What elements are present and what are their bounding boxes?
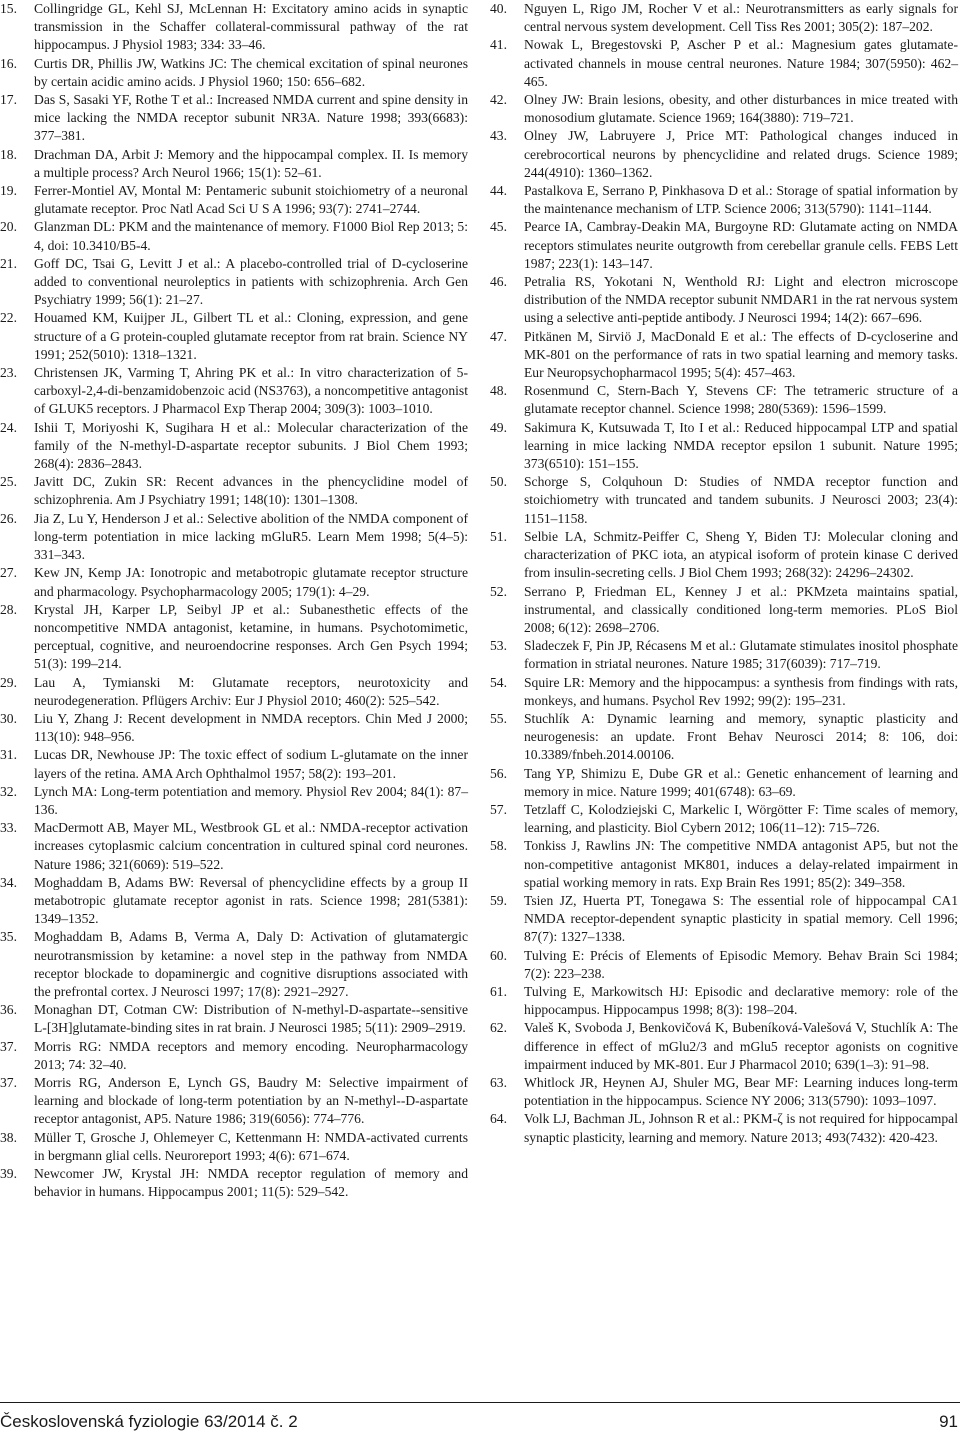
reference-text: Tang YP, Shimizu E, Dube GR et al.: Genetic enhancement of learning and memory in mice. Nature 1999; 401(6748): 63–69. (524, 765, 958, 799)
reference-item (490, 218, 958, 273)
reference-text: Selbie LA, Schmitz-Peiffer C, Sheng Y, Biden TJ: Molecular cloning and characterization of PKC iota, an atypical isoform of protein kinase C derived from insulin-secreting cells. J Biol Chem 1993; 268(32): 24296–24302. (524, 528, 958, 581)
reference-item (0, 364, 468, 419)
reference-item (0, 601, 468, 674)
reference-item (0, 1129, 468, 1165)
reference-item (0, 1074, 468, 1129)
reference-number: 44. (490, 183, 507, 199)
reference-number: 45. (490, 219, 507, 235)
reference-number: 20. (0, 219, 17, 235)
reference-text: Olney JW: Brain lesions, obesity, and other disturbances in mice treated with monosodium glutamate. Science 1969; 164(3880): 719–721. (524, 92, 958, 126)
reference-item (490, 1110, 958, 1146)
reference-text: Lucas DR, Newhouse JP: The toxic effect of sodium L-glutamate on the inner layers of the retina. AMA Arch Ophthalmol 1957; 58(2): 193–201. (34, 747, 468, 781)
reference-number: 26. (0, 510, 17, 526)
reference-text: Rosenmund C, Stern-Bach Y, Stevens CF: The tetrameric structure of a glutamate receptor channel. Science 1998; 280(5369): 1596–1599. (524, 383, 958, 417)
reference-number: 37. (0, 1074, 17, 1090)
reference-number: 16. (0, 55, 17, 71)
reference-number: 52. (490, 583, 507, 599)
reference-text: MacDermott AB, Mayer ML, Westbrook GL et al.: NMDA-receptor activation increases cytoplasmic calcium concentration in cultured spinal cord neurones. Nature 1986; 321(6069): 519–522. (34, 820, 468, 872)
reference-number: 53. (490, 638, 507, 654)
reference-number: 29. (0, 674, 17, 690)
reference-number: 41. (490, 37, 507, 53)
reference-item (490, 91, 958, 127)
reference-number: 42. (490, 92, 507, 108)
reference-text: Christensen JK, Varming T, Ahring PK et al.: In vitro characterization of 5-carboxyl-2,4-di-benzamidobenzoic acid (NS3763), a noncompetitive antagonist of GLUK5 receptors. J Pharmacol Exp Therap 2004; 309(3): 1003–1010. (34, 365, 468, 417)
reference-item (0, 55, 468, 91)
reference-number: 18. (0, 146, 17, 162)
reference-text: Müller T, Grosche J, Ohlemeyer C, Kettenmann H: NMDA-activated currents in bergmann glial cells. Neuroreport 1993; 4(6): 671–674. (34, 1129, 468, 1163)
reference-text: Tulving E: Précis of Elements of Episodic Memory. Behav Brain Sci 1984; 7(2): 223–238. (524, 947, 958, 981)
reference-number: 55. (490, 710, 507, 726)
reference-item (490, 801, 958, 837)
reference-item (490, 674, 958, 710)
reference-text: Houamed KM, Kuijper JL, Gilbert TL et al.: Cloning, expression, and gene structure of a G protein-coupled glutamate receptor from rat brain. Science NY 1991; 252(5010): 1318–1321. (34, 310, 468, 362)
reference-item (490, 0, 958, 36)
reference-item (0, 928, 468, 1001)
reference-text: Moghaddam B, Adams BW: Reversal of phencyclidine effects by a group II metabotropic glutamate receptor agonist in rats. Science 1998; 281(5381): 1349–1352. (34, 874, 468, 927)
reference-item (0, 473, 468, 509)
journal-citation: Československá fyziologie 63/2014 č. 2 (0, 1412, 298, 1431)
reference-number: 19. (0, 183, 17, 199)
reference-item (490, 127, 958, 182)
reference-item (490, 273, 958, 328)
reference-item (0, 674, 468, 710)
reference-text: Moghaddam B, Adams B, Verma A, Daly D: Activation of glutamatergic neurotransmission by ketamine: a novel step in the pathway from NMDA receptor blockade to dopaminergic and cognitive disruptions associated with the prefrontal cortex. J Neurosci 1997; 17(8): 2921–2927. (34, 929, 468, 999)
reference-text: Glanzman DL: PKM and the maintenance of memory. F1000 Biol Rep 2013; 5: 4, doi: 10.3410/B5-4. (34, 219, 468, 253)
reference-text: Nguyen L, Rigo JM, Rocher V et al.: Neurotransmitters as early signals for central nervous system development. Cell Tiss Res 2001; 305(2): 187–202. (524, 1, 958, 35)
reference-number: 64. (490, 1111, 507, 1127)
reference-number: 17. (0, 92, 17, 108)
reference-item (490, 1019, 958, 1074)
reference-item (0, 710, 468, 746)
reference-number: 48. (490, 383, 507, 399)
reference-text: Morris RG, Anderson E, Lynch GS, Baudry M: Selective impairment of learning and blockade of long-term potentiation by an N-methyl--D-aspartate receptor antagonist, AP5. Nature 1986; 319(6056): 774–776. (34, 1074, 468, 1127)
reference-text: Das S, Sasaki YF, Rothe T et al.: Increased NMDA current and spine density in mice lacking the NMDA receptor subunit NR3A. Nature 1998; 393(6683): 377–381. (34, 92, 468, 144)
reference-text: Collingridge GL, Kehl SJ, McLennan H: Excitatory amino acids in synaptic transmission in the Schaffer collateral-commissural pathway of the rat hippocampus. J Physiol 1983; 334: 33–46. (34, 1, 468, 53)
reference-text: Sakimura K, Kutsuwada T, Ito I et al.: Reduced hippocampal LTP and spatial learning in mice lacking NMDA receptor epsilon 1 subunit. Nature 1995; 373(6510): 151–155. (524, 419, 958, 472)
reference-item (490, 182, 958, 218)
reference-text: Pearce IA, Cambray-Deakin MA, Burgoyne RD: Glutamate acting on NMDA receptors stimulates neurite outgrowth from cerebellar granule cells. FEBS Lett 1987; 223(1): 143–147. (524, 219, 958, 271)
reference-item (0, 1038, 468, 1074)
reference-item (0, 564, 468, 600)
reference-text: Lau A, Tymianski M: Glutamate receptors, neurotoxicity and neurodegeneration. Pflügers Archiv: Eur J Physiol 2010; 460(2): 525–542. (34, 674, 468, 708)
reference-number: 34. (0, 874, 17, 890)
reference-item (0, 255, 468, 310)
reference-number: 62. (490, 1020, 507, 1036)
reference-item (0, 218, 468, 254)
reference-text: Sladeczek F, Pin JP, Récasens M et al.: Glutamate stimulates inositol phosphate formation in striatal neurones. Nature 1985; 317(6039): 717–719. (524, 638, 958, 672)
reference-number: 63. (490, 1074, 507, 1090)
reference-item (490, 1074, 958, 1110)
reference-number: 23. (0, 365, 17, 381)
reference-number: 27. (0, 565, 17, 581)
reference-text: Tsien JZ, Huerta PT, Tonegawa S: The essential role of hippocampal CA1 NMDA receptor-dependent synaptic plasticity in spatial memory. Cell 1996; 87(7): 1327–1338. (524, 892, 958, 945)
reference-text: Kew JN, Kemp JA: Ionotropic and metabotropic glutamate receptor structure and pharmacology. Psychopharmacology 2005; 179(1): 4–29. (34, 565, 468, 599)
reference-number: 22. (0, 310, 17, 326)
reference-text: Pitkänen M, Sirviö J, MacDonald E et al.: The effects of D-cycloserine and MK-801 on the performance of rats in two spatial learning and memory tasks. Eur Neuropsychopharmacol 1995; 5(4): 457–463. (524, 328, 958, 381)
reference-text: Newcomer JW, Krystal JH: NMDA receptor regulation of memory and behavior in humans. Hippocampus 2001; 11(5): 529–542. (34, 1166, 468, 1200)
reference-number: 28. (0, 601, 17, 617)
reference-item (0, 309, 468, 364)
reference-item (490, 637, 958, 673)
reference-number: 32. (0, 783, 17, 799)
reference-text: Morris RG: NMDA receptors and memory encoding. Neuropharmacology 2013; 74: 32–40. (34, 1038, 468, 1072)
reference-number: 51. (490, 528, 507, 544)
reference-item (490, 710, 958, 765)
reference-number: 50. (490, 474, 507, 490)
reference-item (0, 783, 468, 819)
reference-text: Tonkiss J, Rawlins JN: The competitive NMDA antagonist AP5, but not the non-competitive antagonist MK801, induces a delay-related impairment in spatial working memory in rats. Exp Brain Res 1991; 85(2): 349–358. (524, 838, 958, 890)
reference-item (490, 583, 958, 638)
reference-text: Goff DC, Tsai G, Levitt J et al.: A placebo-controlled trial of D-cycloserine added to conventional neuroleptics in patients with schizophrenia. Arch Gen Psychiatry 1999; 56(1): 21–27. (34, 255, 468, 308)
reference-item (0, 182, 468, 218)
reference-item (490, 473, 958, 528)
reference-text: Tulving E, Markowitsch HJ: Episodic and declarative memory: role of the hippocampus. Hippocampus 1998; 8(3): 198–204. (524, 983, 958, 1018)
reference-text: Nowak L, Bregestovski P, Ascher P et al.: Magnesium gates glutamate-activated channels in mouse central neurones. Nature 1984; 307(5950): 462–465. (524, 37, 958, 89)
reference-number: 57. (490, 801, 507, 817)
reference-number: 35. (0, 929, 17, 945)
reference-number: 49. (490, 419, 507, 435)
reference-number: 60. (490, 947, 507, 963)
reference-item (490, 983, 958, 1019)
reference-number: 40. (490, 1, 507, 16)
reference-text: Liu Y, Zhang J: Recent development in NMDA receptors. Chin Med J 2000; 113(10): 948–956. (34, 710, 468, 745)
reference-number: 43. (490, 128, 507, 144)
reference-text: Whitlock JR, Heynen AJ, Shuler MG, Bear MF: Learning induces long-term potentiation in the hippocampus. Science NY 2006; 313(5790): 1093–1097. (524, 1074, 958, 1109)
reference-item (0, 0, 468, 55)
reference-text: Ferrer-Montiel AV, Montal M: Pentameric subunit stoichiometry of a neuronal glutamate receptor. Proc Natl Acad Sci U S A 1996; 93(7): 2741–2744. (34, 183, 468, 217)
reference-column-left (0, 0, 468, 1201)
reference-item (490, 947, 958, 983)
reference-item (490, 892, 958, 947)
footer-divider (0, 1402, 960, 1403)
reference-item (0, 419, 468, 474)
reference-text: Javitt DC, Zukin SR: Recent advances in the phencyclidine model of schizophrenia. Am J Psychiatry 1991; 148(10): 1301–1308. (34, 474, 468, 508)
reference-number: 24. (0, 419, 17, 435)
reference-item (490, 36, 958, 91)
reference-text: Jia Z, Lu Y, Henderson J et al.: Selective abolition of the NMDA component of long-term potentiation in mice lacking mGluR5. Learn Mem 1998; 5(4–5): 331–343. (34, 510, 468, 563)
reference-number: 21. (0, 255, 17, 271)
reference-number: 30. (0, 710, 17, 726)
reference-item (490, 328, 958, 383)
reference-item (490, 528, 958, 583)
reference-text: Stuchlík A: Dynamic learning and memory, synaptic plasticity and neurogenesis: an update. Front Behav Neurosci 2014; 8: 106, doi: 10.3389/fnbeh.2014.00106. (524, 710, 958, 763)
reference-text: Krystal JH, Karper LP, Seibyl JP et al.: Subanesthetic effects of the noncompetitive NMDA antagonist, ketamine, in humans. Psychotomimetic, perceptual, cognitive, and neuroendocrine responses. Arch Gen Psych 1994; 51(3): 199–214. (34, 601, 468, 672)
reference-item (490, 419, 958, 474)
reference-text: Lynch MA: Long-term potentiation and memory. Physiol Rev 2004; 84(1): 87–136. (34, 783, 468, 817)
reference-number: 58. (490, 838, 507, 854)
reference-text: Drachman DA, Arbit J: Memory and the hippocampal complex. II. Is memory a multiple process? Arch Neurol 1966; 15(1): 52–61. (34, 146, 468, 180)
reference-item (0, 510, 468, 565)
reference-number: 47. (490, 328, 507, 344)
reference-item (0, 1165, 468, 1201)
reference-number: 54. (490, 674, 507, 690)
reference-text: Pastalkova E, Serrano P, Pinkhasova D et al.: Storage of spatial information by the maintenance mechanism of LTP. Science 2006; 313(5790): 1141–1144. (524, 183, 958, 217)
reference-number: 46. (490, 274, 507, 290)
reference-number: 39. (0, 1166, 17, 1181)
reference-item (490, 382, 958, 418)
reference-number: 38. (0, 1129, 17, 1145)
reference-text: Curtis DR, Phillis JW, Watkins JC: The chemical excitation of spinal neurones by certain acidic amino acids. J Physiol 1960; 150: 656–682. (34, 55, 468, 89)
reference-column-right (490, 0, 958, 1147)
reference-text: Volk LJ, Bachman JL, Johnson R et al.: PKM-ζ is not required for hippocampal synaptic plasticity, learning and memory. Nature 2013; 493(7432): 420-423. (524, 1111, 958, 1145)
reference-item (490, 765, 958, 801)
reference-number: 37. (0, 1038, 17, 1054)
page-number: 91 (939, 1412, 958, 1431)
reference-text: Ishii T, Moriyoshi K, Sugihara H et al.: Molecular characterization of the family of the N-methyl-D-aspartate receptor subunits. J Biol Chem 1993; 268(4): 2836–2843. (34, 419, 468, 472)
reference-item (0, 874, 468, 929)
reference-text: Monaghan DT, Cotman CW: Distribution of N-methyl-D-aspartate--sensitive L-[3H]glutamate-binding sites in rat brain. J Neurosci 1985; 5(11): 2909–2919. (34, 1002, 468, 1036)
reference-number: 33. (0, 820, 17, 836)
reference-number: 15. (0, 1, 17, 16)
reference-number: 59. (490, 892, 507, 908)
reference-item (0, 1001, 468, 1037)
reference-item (490, 837, 958, 892)
reference-item (0, 91, 468, 146)
reference-text: Tetzlaff C, Kolodziejski C, Markelic I, Wörgötter F: Time scales of memory, learning, and plasticity. Biol Cybern 2012; 106(11–12): 715–726. (524, 801, 958, 836)
reference-item (0, 146, 468, 182)
reference-item (0, 746, 468, 782)
reference-text: Olney JW, Labruyere J, Price MT: Pathological changes induced in cerebrocortical neurons by phencyclidine and related drugs. Science 1989; 244(4910): 1360–1362. (524, 128, 958, 180)
reference-text: Schorge S, Colquhoun D: Studies of NMDA receptor function and stoichiometry with truncated and tandem subunits. J Neurosci 2003; 23(4): 1151–1158. (524, 474, 958, 526)
reference-text: Squire LR: Memory and the hippocampus: a synthesis from findings with rats, monkeys, and humans. Psychol Rev 1992; 99(2): 195–231. (524, 674, 958, 708)
reference-text: Petralia RS, Yokotani N, Wenthold RJ: Light and electron microscope distribution of the NMDA receptor subunit NMDAR1 in the rat nervous system using a selective anti-peptide antibody. J Neurosci 1994; 14(2): 667–696. (524, 274, 958, 326)
reference-text: Valeš K, Svoboda J, Benkovičová K, Bubeníková-Valešová V, Stuchlík A: The difference in effect of mGlu2/3 and mGlu5 receptor agonists on cognitive impairment induced by MK-801. Eur J Pharmacol 2010; 639(1–3): 91–98. (524, 1020, 958, 1072)
reference-number: 31. (0, 747, 17, 763)
reference-number: 56. (490, 765, 507, 781)
reference-text: Serrano P, Friedman EL, Kenney J et al.: PKMzeta maintains spatial, instrumental, and classically conditioned long-term memories. PLoS Biol 2008; 6(12): 2698–2706. (524, 583, 958, 635)
reference-number: 36. (0, 1002, 17, 1018)
reference-number: 61. (490, 983, 507, 999)
reference-number: 25. (0, 474, 17, 490)
reference-item (0, 819, 468, 874)
